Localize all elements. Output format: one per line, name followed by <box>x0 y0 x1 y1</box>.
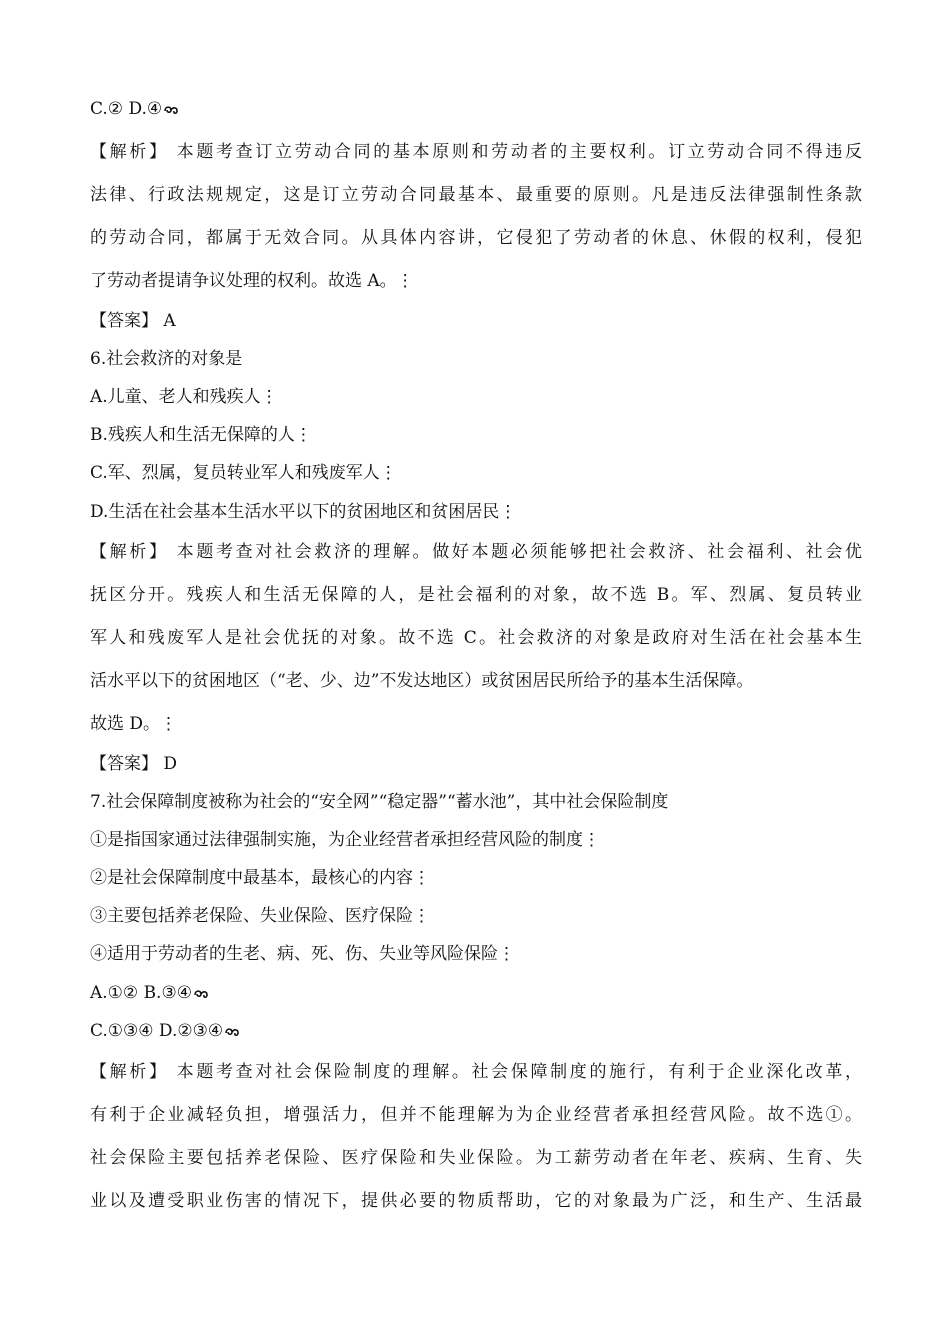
q6-stem: 6.社会救济的对象是 <box>90 349 243 369</box>
q7-statement-2: ②是社会保障制度中最基本，最核心的内容⋮ <box>90 868 430 888</box>
q7-stem: 7.社会保障制度被称为社会的“安全网”“稳定器”“蓄水池”，其中社会保险制度 <box>90 792 669 812</box>
q5-analysis-line-3: 的劳动合同，都属于无效合同。从具体内容讲，它侵犯了劳动者的休息、休假的权利，侵犯 <box>90 228 862 248</box>
q7-analysis-line-2: 有利于企业减轻负担，增强活力，但并不能理解为为企业经营者承担经营风险。故不选①。 <box>90 1105 862 1125</box>
q6-option-b: B.残疾人和生活无保障的人⋮ <box>90 425 312 445</box>
q5-options-cd: C.② D.④ <box>90 98 179 120</box>
q7-statement-3: ③主要包括养老保险、失业保险、医疗保险⋮ <box>90 906 430 926</box>
q6-analysis-line-3: 军人和残废军人是社会优抚的对象。故不选 C。社会救济的对象是政府对生活在社会基本生 <box>90 628 862 648</box>
q6-option-a: A.儿童、老人和残疾人⋮ <box>90 387 278 407</box>
q6-option-c: C.军、烈属，复员转业军人和残废军人⋮ <box>90 463 397 483</box>
curl-ornament-icon <box>224 1026 240 1038</box>
q6-analysis-line-4: 活水平以下的贫困地区（“老、少、边”不发达地区）或贫困居民所给予的基本生活保障。 <box>90 671 754 691</box>
curl-ornament-icon <box>163 104 179 116</box>
curl-ornament-icon <box>193 988 209 1000</box>
q7-analysis-line-3: 社会保险主要包括养老保险、医疗保险和失业保险。为工薪劳动者在年老、疾病、生育、失 <box>90 1148 862 1168</box>
q6-option-d: D.生活在社会基本生活水平以下的贫困地区和贫困居民⋮ <box>90 502 517 522</box>
q6-analysis-line-2: 抚区分开。残疾人和生活无保障的人，是社会福利的对象，故不选 B。军、烈属、复员转业 <box>90 585 862 605</box>
q6-analysis-line-1: 【解析】 本题考查对社会救济的理解。做好本题必须能够把社会救济、社会福利、社会优 <box>90 542 862 562</box>
q7-options-ab: A.①② B.③④ <box>90 982 209 1004</box>
q5-analysis-line-4: 了劳动者提请争议处理的权利。故选 A。⋮ <box>90 271 414 291</box>
q7-statement-4: ④适用于劳动者的生老、病、死、伤、失业等风险保险⋮ <box>90 944 515 964</box>
q7-statement-1: ①是指国家通过法律强制实施，为企业经营者承担经营风险的制度⋮ <box>90 830 600 850</box>
q7-options-cd: C.①③④ D.②③④ <box>90 1020 240 1042</box>
q6-analysis-line-5: 故选 D。⋮ <box>90 714 178 734</box>
q5-analysis-line-2: 法律、行政法规规定，这是订立劳动合同最基本、最重要的原则。凡是违反法律强制性条款 <box>90 185 862 205</box>
q6-answer: 【答案】 D <box>90 754 178 774</box>
q7-analysis-line-1: 【解析】 本题考查对社会保险制度的理解。社会保障制度的施行，有利于企业深化改革， <box>90 1062 862 1082</box>
q7-analysis-line-4: 业以及遭受职业伤害的情况下，提供必要的物质帮助，它的对象最为广泛，和生产、生活最 <box>90 1191 862 1211</box>
q5-analysis-line-1: 【解析】 本题考查订立劳动合同的基本原则和劳动者的主要权利。订立劳动合同不得违反 <box>90 142 862 162</box>
q5-answer: 【答案】 A <box>90 311 176 331</box>
